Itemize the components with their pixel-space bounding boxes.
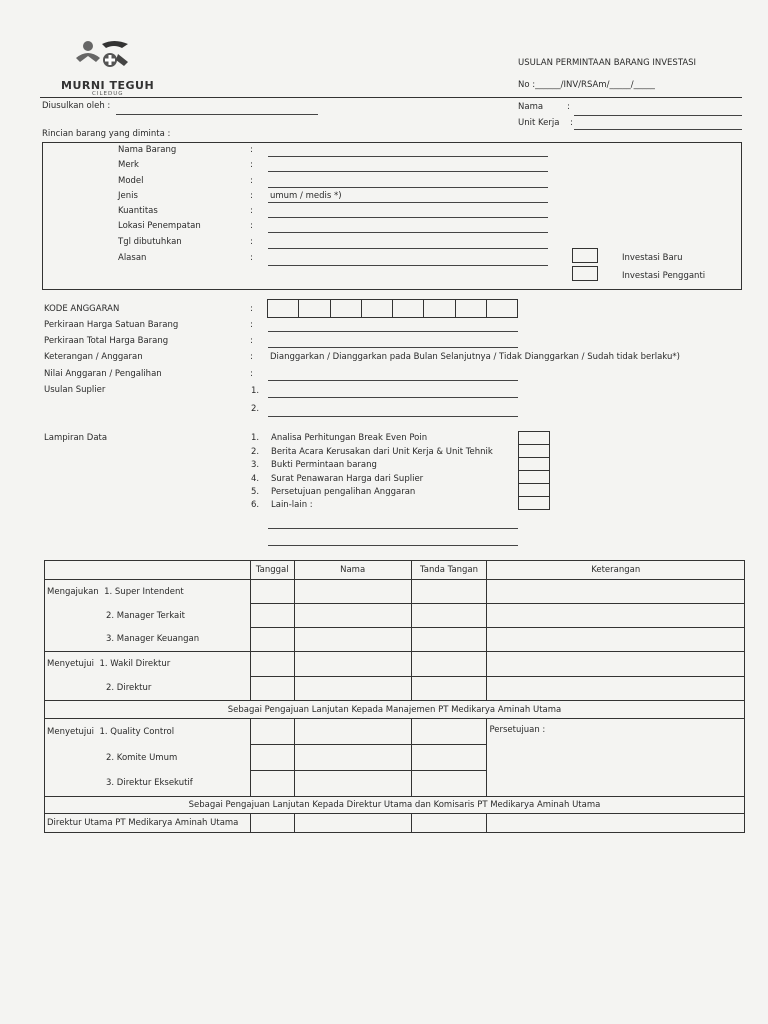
checkbox-investasi-pengganti[interactable] <box>572 266 598 281</box>
col-ttd: Tanda Tangan <box>411 561 487 580</box>
field-label: Tgl dibutuhkan <box>118 237 182 247</box>
jenis-value[interactable]: umum / medis *) <box>270 191 342 201</box>
colon: : <box>250 253 253 263</box>
kode-anggaran-boxes[interactable] <box>267 299 518 318</box>
cell[interactable] <box>411 652 487 677</box>
cell[interactable] <box>250 745 294 771</box>
cell[interactable] <box>294 604 411 628</box>
rincian-heading: Rincian barang yang diminta : <box>42 129 171 139</box>
table-row <box>45 604 745 628</box>
cell[interactable] <box>294 814 411 833</box>
kode-digit[interactable] <box>393 300 424 317</box>
approver: 2. Manager Terkait <box>45 604 251 628</box>
cell[interactable] <box>294 745 411 771</box>
field-label: Model <box>118 176 144 186</box>
nilai-line[interactable] <box>268 380 518 381</box>
col-nama: Nama <box>294 561 411 580</box>
cell[interactable] <box>250 719 294 745</box>
table-row <box>45 719 745 745</box>
suplier-line-2[interactable] <box>268 416 518 417</box>
cell[interactable] <box>294 771 411 797</box>
org-name: MURNI TEGUH <box>61 79 155 92</box>
table-row <box>45 814 745 833</box>
cell[interactable] <box>250 771 294 797</box>
lampiran-no: 6. <box>251 500 260 510</box>
row-label <box>45 580 251 604</box>
kode-digit[interactable] <box>268 300 299 317</box>
banner-manajemen: Sebagai Pengajuan Lanjutan Kepada Manajemen PT Medikarya Aminah Utama <box>45 701 745 719</box>
banner-row <box>45 701 745 719</box>
cell[interactable] <box>250 604 294 628</box>
kode-digit[interactable] <box>456 300 487 317</box>
kode-digit[interactable] <box>362 300 393 317</box>
cell[interactable] <box>250 652 294 677</box>
nama-label: Nama <box>518 102 544 112</box>
lampiran-item: Surat Penawaran Harga dari Suplier <box>271 474 424 484</box>
org-sub: CILEDUG <box>92 91 124 97</box>
unit-line[interactable] <box>574 129 742 130</box>
kode-digit[interactable] <box>424 300 455 317</box>
cell[interactable] <box>411 771 487 797</box>
field-line[interactable] <box>268 202 548 203</box>
colon: : <box>250 304 253 314</box>
final-approver: Direktur Utama PT Medikarya Aminah Utama <box>45 814 251 833</box>
lampiran-no: 2. <box>251 447 260 457</box>
table-row <box>45 677 745 701</box>
table-row <box>45 652 745 677</box>
lampiran-no: 5. <box>251 487 260 497</box>
approver: 1. Wakil Direktur <box>99 659 171 670</box>
cell[interactable] <box>487 677 745 701</box>
approver: 2. Direktur <box>45 677 251 701</box>
cell[interactable] <box>411 628 487 652</box>
lampiran-item: Lain-lain : <box>271 500 313 510</box>
logo <box>62 36 142 81</box>
rincian-box <box>42 142 742 290</box>
mengajukan-label: Mengajukan <box>47 586 99 597</box>
field-line[interactable] <box>268 232 548 233</box>
cell[interactable] <box>294 628 411 652</box>
approver: 2. Komite Umum <box>45 745 251 771</box>
kode-digit[interactable] <box>299 300 330 317</box>
colon: : <box>250 206 253 216</box>
lain-lain-line-2[interactable] <box>268 545 518 546</box>
field-label: Nama Barang <box>118 145 177 155</box>
persetujuan-label: Persetujuan : <box>489 725 546 735</box>
lampiran-item: Bukti Permintaan barang <box>271 460 377 470</box>
lampiran-checkboxes <box>518 431 550 510</box>
lampiran-item: Berita Acara Kerusakan dari Unit Kerja & Unit Tehnik <box>271 447 493 457</box>
colon: : <box>250 320 253 330</box>
cell[interactable] <box>411 814 487 833</box>
field-line[interactable] <box>268 248 548 249</box>
kode-digit[interactable] <box>487 300 517 317</box>
field-label: Merk <box>118 160 139 170</box>
investasi-baru-label: Investasi Baru <box>622 253 683 263</box>
field-line[interactable] <box>268 156 548 157</box>
cell[interactable] <box>250 628 294 652</box>
table-header-row <box>45 561 745 580</box>
table-row <box>45 628 745 652</box>
colon: : <box>250 369 253 379</box>
colon: : <box>250 221 253 231</box>
field-label: Kuantitas <box>118 206 158 216</box>
lampiran-item: Persetujuan pengalihan Anggaran <box>271 487 416 497</box>
colon: : <box>250 191 253 201</box>
suplier-1: 1. <box>251 386 260 396</box>
lampiran-checkbox[interactable] <box>518 470 550 484</box>
cell[interactable] <box>487 628 745 652</box>
field-label: Alasan <box>118 253 147 263</box>
menyetujui-label: Menyetujui <box>47 726 95 737</box>
nama-colon: : <box>567 102 570 112</box>
colon: : <box>250 160 253 170</box>
lain-lain-line-1[interactable] <box>268 528 518 529</box>
cell[interactable] <box>411 580 487 604</box>
field-line[interactable] <box>268 217 548 218</box>
harga-satuan-line[interactable] <box>268 331 518 332</box>
row-label <box>45 652 251 677</box>
approver: 3. Direktur Eksekutif <box>45 771 251 797</box>
cell[interactable] <box>250 677 294 701</box>
form-title: USULAN PERMINTAAN BARANG INVESTASI <box>518 58 697 68</box>
lampiran-no: 1. <box>251 433 260 443</box>
cell[interactable] <box>250 814 294 833</box>
cell[interactable] <box>294 580 411 604</box>
header-blank <box>45 561 251 580</box>
suplier-label: Usulan Suplier <box>44 385 106 395</box>
colon: : <box>250 237 253 247</box>
cell[interactable] <box>487 580 745 604</box>
investasi-pengganti-label: Investasi Pengganti <box>622 271 706 281</box>
keterangan-label: Keterangan / Anggaran <box>44 352 143 362</box>
keterangan-value[interactable]: Dianggarkan / Dianggarkan pada Bulan Selanjutnya / Tidak Dianggarkan / Sudah tidak berlaku*) <box>270 352 680 362</box>
row-label <box>45 719 251 745</box>
form-number: No :______/INV/RSAm/_____/_____ <box>518 80 655 90</box>
cell[interactable] <box>411 604 487 628</box>
field-line[interactable] <box>268 187 548 188</box>
checkbox-investasi-baru[interactable] <box>572 248 598 263</box>
approver: 1. Quality Control <box>99 726 175 737</box>
banner-direktur-utama: Sebagai Pengajuan Lanjutan Kepada Direktur Utama dan Komisaris PT Medikarya Aminah Utama <box>45 797 745 814</box>
lampiran-checkbox[interactable] <box>518 457 550 471</box>
lampiran-no: 4. <box>251 474 260 484</box>
lampiran-no: 3. <box>251 460 260 470</box>
colon: : <box>250 176 253 186</box>
harga-total-line[interactable] <box>268 347 518 348</box>
banner-row <box>45 797 745 814</box>
harga-total-label: Perkiraan Total Harga Barang <box>44 336 169 346</box>
unit-colon: : <box>570 118 573 128</box>
unit-label: Unit Kerja <box>518 118 560 128</box>
field-label: Jenis <box>118 191 138 201</box>
diusulkan-label: Diusulkan oleh : <box>42 101 111 111</box>
lampiran-item: Analisa Perhitungan Break Even Poin <box>271 433 428 443</box>
field-line[interactable] <box>268 171 548 172</box>
cell[interactable] <box>411 719 487 745</box>
approver: 1. Super Intendent <box>104 586 184 597</box>
header-divider <box>40 97 742 98</box>
cell[interactable] <box>294 719 411 745</box>
lampiran-checkbox[interactable] <box>518 431 550 445</box>
lampiran-label: Lampiran Data <box>44 433 108 443</box>
persetujuan-cell[interactable] <box>487 719 745 797</box>
cell[interactable] <box>487 604 745 628</box>
field-line[interactable] <box>268 265 548 266</box>
col-keterangan: Keterangan <box>487 561 745 580</box>
lampiran-checkbox[interactable] <box>518 483 550 497</box>
table-row <box>45 580 745 604</box>
suplier-line-1[interactable] <box>268 397 518 398</box>
cell[interactable] <box>411 677 487 701</box>
nilai-label: Nilai Anggaran / Pengalihan <box>44 369 162 379</box>
suplier-2: 2. <box>251 404 260 414</box>
kode-anggaran-label: KODE ANGGARAN <box>44 304 120 314</box>
cell[interactable] <box>487 814 745 833</box>
harga-satuan-label: Perkiraan Harga Satuan Barang <box>44 320 179 330</box>
field-label: Lokasi Penempatan <box>118 221 201 231</box>
nama-line[interactable] <box>574 115 742 116</box>
logo-figures-icon <box>62 36 142 78</box>
cell[interactable] <box>294 677 411 701</box>
menyetujui-label: Menyetujui <box>47 659 95 670</box>
approval-table <box>44 560 745 833</box>
approver: 3. Manager Keuangan <box>45 628 251 652</box>
col-tanggal: Tanggal <box>250 561 294 580</box>
lampiran-checkbox[interactable] <box>518 444 550 458</box>
cell[interactable] <box>250 580 294 604</box>
lampiran-checkbox[interactable] <box>518 496 550 510</box>
cell[interactable] <box>487 652 745 677</box>
diusulkan-line[interactable] <box>116 114 318 115</box>
colon: : <box>250 352 253 362</box>
kode-digit[interactable] <box>331 300 362 317</box>
colon: : <box>250 145 253 155</box>
cell[interactable] <box>294 652 411 677</box>
colon: : <box>250 336 253 346</box>
cell[interactable] <box>411 745 487 771</box>
